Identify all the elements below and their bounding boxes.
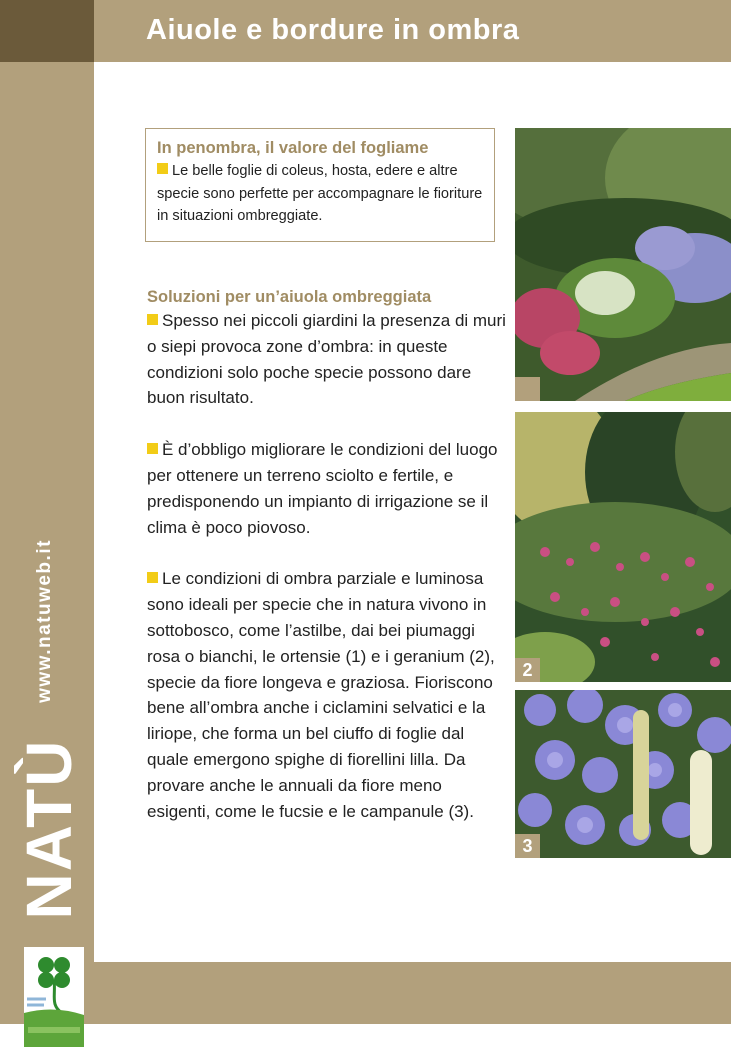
photo-campanula <box>515 690 731 858</box>
info-box-body: Le belle foglie di coleus, hosta, edere e altre specie sono perfette per accompagnare le fioriture in situazioni ombreggiate. <box>157 163 483 224</box>
clover-logo-icon <box>24 947 84 1047</box>
photo-number-badge <box>515 377 540 401</box>
header-corner-block <box>0 0 94 62</box>
bullet-square-icon <box>157 163 168 174</box>
sidebar <box>0 62 94 1024</box>
photo-hydrangeas <box>515 128 731 401</box>
section-title: Soluzioni per un’aiuola ombreggiata <box>147 288 432 306</box>
info-box <box>145 128 495 242</box>
bullet-square-icon <box>147 443 158 454</box>
page-header <box>94 0 731 62</box>
logo-badge <box>24 947 84 1047</box>
paragraph-text: È d’obbligo migliorare le condizioni del luogo per ottenere un terreno sciolto e fertile, e predisponendo un impianto di irrigazione se il clima è poco piovoso. <box>147 440 498 537</box>
photo-geranium <box>515 412 731 682</box>
main-section <box>147 288 507 850</box>
photo-number-badge: 3 <box>515 834 540 858</box>
paragraph <box>147 308 507 411</box>
brand-logo-text: NATÙ <box>13 738 85 920</box>
website-url[interactable]: www.natuweb.it <box>34 539 55 703</box>
bullet-square-icon <box>147 314 158 325</box>
photo-number-badge: 2 <box>515 658 540 682</box>
paragraph-text: Spesso nei piccoli giardini la presenza di muri o siepi provoca zone d’ombra: in queste condizioni solo poche specie possono dare buon risultato. <box>147 311 506 408</box>
info-box-text <box>157 160 494 228</box>
bullet-square-icon <box>147 572 158 583</box>
paragraph-text: Le condizioni di ombra parziale e luminosa sono ideali per specie che in natura vivono in sottobosco, come l’astilbe, dai bei piumaggi rosa o bianchi, le ortensie (1) e i geranium (2), specie da fiore longeva e graziosa. Fioriscono bene all’ombra anche i ciclamini selvatici e la liriope, che forma un bel ciuffo di foglie dal quale emergono spighe di fiorellini lilla. Da provare anche le annuali da fiore meno esigenti, come le fucsie e le campanule (3). <box>147 569 495 821</box>
paragraph <box>147 437 507 540</box>
paragraph <box>147 566 507 824</box>
footer-bar <box>94 962 731 1024</box>
page-title: Aiuole e bordure in ombra <box>146 14 520 46</box>
info-box-title: In penombra, il valore del fogliame <box>157 139 429 157</box>
